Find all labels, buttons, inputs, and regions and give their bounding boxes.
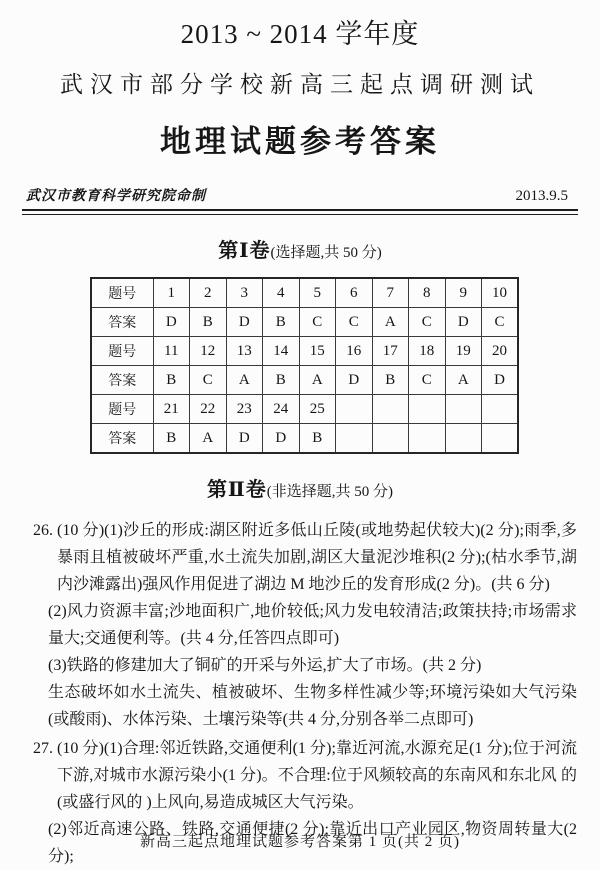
answer-cell: A — [372, 308, 409, 337]
item-26 — [33, 517, 577, 733]
answer-cell — [336, 424, 373, 454]
table-row — [91, 366, 518, 395]
answer-paragraph: (2)风力资源丰富;沙地面积广,地价较低;风力发电较清洁;政策扶持;市场需求量大;交通便利等。(共 4 分,任答四点即可) — [48, 603, 577, 647]
answer-cell: C — [482, 308, 519, 337]
answer-cell: 25 — [299, 395, 336, 424]
meta-row — [26, 185, 568, 205]
page-title: 地理试题参考答案 — [160, 124, 440, 159]
answer-cell: B — [372, 366, 409, 395]
row-label: 答案 — [91, 424, 153, 454]
answer-cell: 8 — [409, 278, 446, 308]
answer-cell: C — [336, 308, 373, 337]
answer-cell: 18 — [409, 337, 446, 366]
table-row — [91, 337, 518, 366]
date-text: 2013.9.5 — [515, 188, 568, 204]
item-number: 27. — [33, 740, 53, 757]
answer-cell: B — [153, 366, 190, 395]
answer-cell: B — [263, 366, 300, 395]
item-number: 26. — [33, 522, 53, 539]
answer-cell: 3 — [226, 278, 263, 308]
answer-cell — [482, 424, 519, 454]
answer-cell: A — [299, 366, 336, 395]
answer-cell: C — [190, 366, 227, 395]
row-label: 题号 — [91, 278, 153, 308]
answer-paragraph: (2)邻近高速公路、铁路,交通便捷(2 分);靠近出口产业园区,物资周转量大(2 分); — [48, 821, 577, 865]
section1-subtitle: (选择题,共 50 分) — [270, 245, 382, 261]
answer-cell: 17 — [372, 337, 409, 366]
answer-cell: 6 — [336, 278, 373, 308]
row-label: 答案 — [91, 366, 153, 395]
answer-paragraph: (10 分)(1)合理:邻近铁路,交通便利(1 分);靠近河流,水源充足(1 分);位于河流下游,对城市水源污染小(1 分)。不合理:位于风频较高的东南风和东北风 的 (或盛行风的 )上风向,易造成城区大气污染。 — [57, 740, 577, 811]
answer-cell: A — [226, 366, 263, 395]
answer-cell: 2 — [190, 278, 227, 308]
answer-cell: D — [445, 308, 482, 337]
answers-body — [33, 517, 577, 870]
answer-cell: 15 — [299, 337, 336, 366]
answer-cell: 23 — [226, 395, 263, 424]
answer-cell: 1 — [153, 278, 190, 308]
answer-cell: 14 — [263, 337, 300, 366]
answer-cell — [409, 424, 446, 454]
answer-cell — [372, 395, 409, 424]
answer-cell: B — [190, 308, 227, 337]
section2-subtitle: (非选择题,共 50 分) — [266, 484, 394, 500]
answer-cell: D — [263, 424, 300, 454]
answer-cell: 21 — [153, 395, 190, 424]
answer-paragraph: (10 分)(1)沙丘的形成:湖区附近多低山丘陵(或地势起伏较大)(2 分);雨季,多暴雨且植被破坏严重,水土流失加剧,湖区大量泥沙堆积(2 分);(枯水季节,湖内沙滩露出)强风作用促进了湖边 M 地沙丘的发育形成(2 分)。(共 6 分) — [57, 522, 577, 593]
answer-cell: 12 — [190, 337, 227, 366]
answer-cell — [336, 395, 373, 424]
section2-heading — [0, 473, 600, 502]
section1-title: 第Ⅰ卷 — [218, 240, 271, 262]
answer-cell: 13 — [226, 337, 263, 366]
page-footer: 新高三起点地理试题参考答案第 1 页(共 2 页) — [140, 834, 460, 850]
answer-cell: C — [299, 308, 336, 337]
title-academic-year: 2013 ~ 2014 学年度 — [180, 19, 420, 49]
section2-title: 第Ⅱ卷 — [206, 479, 267, 501]
answer-cell: 7 — [372, 278, 409, 308]
answer-cell: D — [336, 366, 373, 395]
answer-table — [90, 277, 519, 454]
title-exam-name: 武汉市部分学校新高三起点调研测试 — [60, 72, 540, 97]
issuer-text: 武汉市教育科学研究院命制 — [26, 189, 206, 204]
answer-cell: 9 — [445, 278, 482, 308]
answer-cell: B — [299, 424, 336, 454]
answer-cell: 16 — [336, 337, 373, 366]
answer-paragraph: 生态破坏如水土流失、植被破坏、生物多样性减少等;环境污染如大气污染(或酸雨)、水体污染、土壤污染等(共 4 分,分别各举二点即可) — [48, 684, 577, 728]
answer-cell: C — [409, 366, 446, 395]
table-row — [91, 308, 518, 337]
row-label: 题号 — [91, 395, 153, 424]
row-label: 答案 — [91, 308, 153, 337]
answer-cell — [445, 424, 482, 454]
answer-cell: 10 — [482, 278, 519, 308]
answer-cell: D — [226, 308, 263, 337]
table-row — [91, 278, 518, 308]
answer-cell: A — [190, 424, 227, 454]
answer-cell: 4 — [263, 278, 300, 308]
answer-cell: 24 — [263, 395, 300, 424]
answer-cell — [409, 395, 446, 424]
answer-cell: B — [153, 424, 190, 454]
answer-cell — [445, 395, 482, 424]
answer-cell — [372, 424, 409, 454]
answer-cell: 5 — [299, 278, 336, 308]
answer-cell: C — [409, 308, 446, 337]
document-page — [0, 12, 600, 865]
table-row — [91, 424, 518, 454]
answer-cell — [482, 395, 519, 424]
answer-cell: B — [263, 308, 300, 337]
answer-cell: 20 — [482, 337, 519, 366]
answer-cell: D — [482, 366, 519, 395]
answer-cell: A — [445, 366, 482, 395]
answer-cell: D — [226, 424, 263, 454]
answer-cell: 22 — [190, 395, 227, 424]
table-row — [91, 395, 518, 424]
row-label: 题号 — [91, 337, 153, 366]
answer-cell: 11 — [153, 337, 190, 366]
answer-cell: D — [153, 308, 190, 337]
answer-paragraph: (3)铁路的修建加大了铜矿的开采与外运,扩大了市场。(共 2 分) — [48, 657, 482, 674]
section1-heading — [0, 234, 600, 263]
header-divider — [22, 209, 578, 215]
answer-cell: 19 — [445, 337, 482, 366]
